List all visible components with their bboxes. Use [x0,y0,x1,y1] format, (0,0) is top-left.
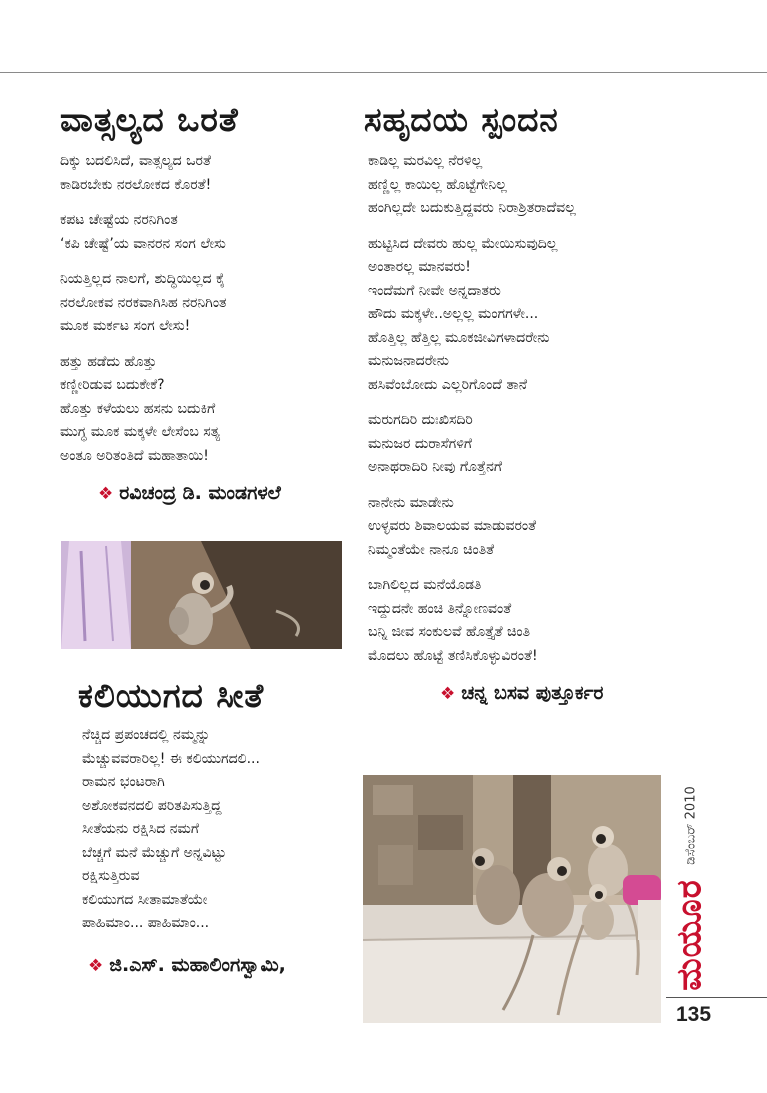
author-bullet-icon: ❖ [88,955,104,976]
poem-line: ಬೆಚ್ಚಗೆ ಮನೆ ಮೆಚ್ಚುಗೆ ಅನ್ನವಿಟ್ಟು [82,844,227,861]
stanza [60,351,350,469]
poem-line: ಕಾಡಿರಬೇಕು ನರಲೋಕದ ಕೊರತೆ! [60,176,212,193]
poem-line: ಅಂತಾರಲ್ಲ ಮಾನವರು! [368,259,471,275]
poem-line: ಹಂಗಿಲ್ಲದೇ ಬದುಕುತ್ತಿದ್ದವರು ನಿರಾಶ್ರಿತರಾದೆವಲ್ಲ [368,200,576,216]
poem-line: ಹತ್ತು ಹಡೆದು ಹೊತ್ತು [60,353,157,370]
poem-line: ಅನಾಥರಾದಿರಿ ನೀವು ಗೊತ್ತೆನಗೆ [368,459,503,475]
stanza [60,209,350,256]
poem-line: ‘ಕಪಿ ಚೇಷ್ಟೆ’ಯ ವಾನರನ ಸಂಗ ಲೇಸು [60,235,226,252]
poem-line: ಉಳ್ಳವರು ಶಿವಾಲಯವ ಮಾಡುವರಂತೆ [368,518,537,534]
poem-line: ಹುಟ್ಟಿಸಿದ ದೇವರು ಹುಲ್ಲ ಮೇಯಿಸುವುದಿಲ್ಲ [368,235,558,252]
poem-line: ಮೊದಲು ಹೊಟ್ಟೆ ತಣಿಸಿಕೊಳ್ಳುವಿರಂತೆ! [368,647,538,664]
stanza [60,268,350,339]
monkey-with-woman-photo [61,541,342,649]
stanza [368,233,664,398]
poem-kaliyugada-seete [78,676,358,979]
poem-line: ಹೊತ್ತಿಲ್ಲ ಹೆತ್ತಿಲ್ಲ ಮೂಕಜೀವಿಗಳಾದರೇನು [368,329,550,346]
poem-line: ನೆಚ್ಚಿದ ಪ್ರಪಂಚದಲ್ಲಿ ನಮ್ಮನ್ನು [82,727,211,743]
poem-title: ವಾತ್ಸಲ್ಯದ ಒರತೆ [60,100,239,139]
poem-line: ಹೌದು ಮಕ್ಕಳೇ..ಅಲ್ಲಲ್ಲ ಮಂಗಗಳೇ... [368,306,539,322]
poem-line: ಮೆಚ್ಚುವವರಾರಿಲ್ಲ! ಈ ಕಲಿಯುಗದಲಿ... [82,750,260,767]
poem-body [60,150,350,468]
poem-author [78,952,358,979]
poem-line: ಅಶೋಕವನದಲಿ ಪರಿತಪಿಸುತ್ತಿದ್ದ [82,797,222,814]
poem-author [60,480,350,507]
poem-line: ಕಪಟ ಚೇಷ್ಟೆಯ ನರನಿಗಿಂತ [60,212,178,228]
poem-line: ಮನುಜನಾದರೇನು [368,353,449,369]
poem-line: ಕಣ್ಣೀರಿಡುವ ಬದುಕೇಕೆ? [60,377,165,393]
poem-line: ನಿಮ್ಮಂತೆಯೇ ನಾನೂ ಚಿಂತಿತೆ [368,541,495,558]
poem-line: ನರಲೋಕವ ನರಕವಾಗಿಸಿಹ ನರನಿಗಿಂತ [60,294,227,311]
author-name: ರವಿಚಂದ್ರ ಡಿ. ಮಂಡಗಳಲೆ [119,482,281,504]
stanza [368,150,664,221]
monkey-photo-illustration [61,541,342,649]
issue-date [676,780,706,870]
poem-title: ಕಲಿಯುಗದ ಸೀತೆ [78,676,265,715]
langur-group-photo [363,775,661,1023]
author-name: ಜಿ.ಎಸ್. ಮಹಾಲಿಂಗಸ್ವಾಮಿ, [109,953,286,976]
poem-line: ಹೊತ್ತು ಕಳೆಯಲು ಹಸನು ಬದುಕಿಗೆ [60,400,216,417]
stanza [368,409,664,480]
page-number: 135 [676,1003,712,1026]
poem-line: ಕಾಡಿಲ್ಲ ಮರವಿಲ್ಲ ನೆರಳಿಲ್ಲ [368,153,483,169]
poem-line: ಬಾಗಿಲಿಲ್ಲದ ಮನೆಯೊಡತಿ [368,577,482,593]
poem-line: ರಕ್ಷಿಸುತ್ತಿರುವ [82,868,140,884]
poem-author [364,680,664,707]
poem-line: ಅಂತೂ ಅರಿತಂತಿದೆ ಮಹಾತಾಯಿ! [60,447,209,464]
poem-line: ನಾನೇನು ಮಾಡೇನು [368,494,454,511]
poem-line: ರಾಮನ ಭಂಟರಾಗಿ [82,774,165,790]
poem-vatsalyada-orate [60,100,350,507]
poem-line: ಹಣ್ಣಿಲ್ಲ ಕಾಯಿಲ್ಲ ಹೊಟ್ಟೆಗೇನಿಲ್ಲ [368,176,507,193]
poem-line: ಹಸಿವೆಂಬೋದು ಎಲ್ಲರಿಗೊಂದೆ ತಾನೆ [368,376,528,393]
poem-line: ಸೀತೆಯನು ರಕ್ಷಿಸಿದ ನಮಗೆ [82,821,199,837]
langur-photo-illustration [363,775,661,1023]
poem-body [364,150,664,668]
header-rule [0,72,767,73]
poem-sahrudaya-spandana [364,100,664,707]
stanza [368,574,664,668]
poem-line: ನಿಯತ್ತಿಲ್ಲದ ನಾಲಗೆ, ಶುದ್ಧಿಯಿಲ್ಲದ ಕೈ [60,271,226,287]
poem-title: ಸಹೃದಯ ಸ್ಪಂದನ [364,100,559,139]
stanza [60,150,350,197]
poem-line: ಕಲಿಯುಗದ ಸೀತಾಮಾತೆಯೇ [82,891,208,908]
author-bullet-icon: ❖ [98,484,114,504]
magazine-name-text: ಮಯೂರ [670,879,710,991]
poem-line: ಮರುಗದಿರಿ ದುಃಖಿಸದಿರಿ [368,412,473,428]
poem-line: ಇದ್ದುದನೇ ಹಂಚಿ ತಿನ್ನೋಣವಂತೆ [368,600,512,617]
poem-line: ಪಾಹಿಮಾಂ... ಪಾಹಿಮಾಂ... [82,915,210,931]
author-name: ಚನ್ನ ಬಸವ ಪುತ್ತೂರ್ಕರ [461,682,604,704]
poem-line: ಬನ್ನಿ ಜೀವ ಸಂಕುಲವೆ ಹೊತ್ತೈತೆ ಚಿಂತಿ [368,624,531,640]
poem-line: ಮೂಕ ಮರ್ಕಟ ಸಂಗ ಲೇಸು! [60,318,191,334]
issue-date-text: ಡಿಸೆಂಬರ್ 2010 [683,785,699,865]
poem-line: ಮುಗ್ಧ ಮೂಕ ಮಕ್ಕಳೇ ಲೇಸೆಂಬ ಸತ್ಯ [60,424,221,440]
poem-line: ಮನುಜರ ದುರಾಸೆಗಳಿಗೆ [368,435,472,452]
poem-body [78,724,358,936]
poem-line: ಇಂದೆಮಗೆ ನೀವೇ ಅನ್ನದಾತರು [368,282,501,299]
footer-rule [666,997,767,998]
magazine-name [668,870,712,1000]
author-bullet-icon: ❖ [440,684,456,704]
poem-line: ದಿಕ್ಕು ಬದಲಿಸಿದೆ, ವಾತ್ಸಲ್ಯದ ಒರತೆ [60,153,211,169]
stanza [368,492,664,563]
